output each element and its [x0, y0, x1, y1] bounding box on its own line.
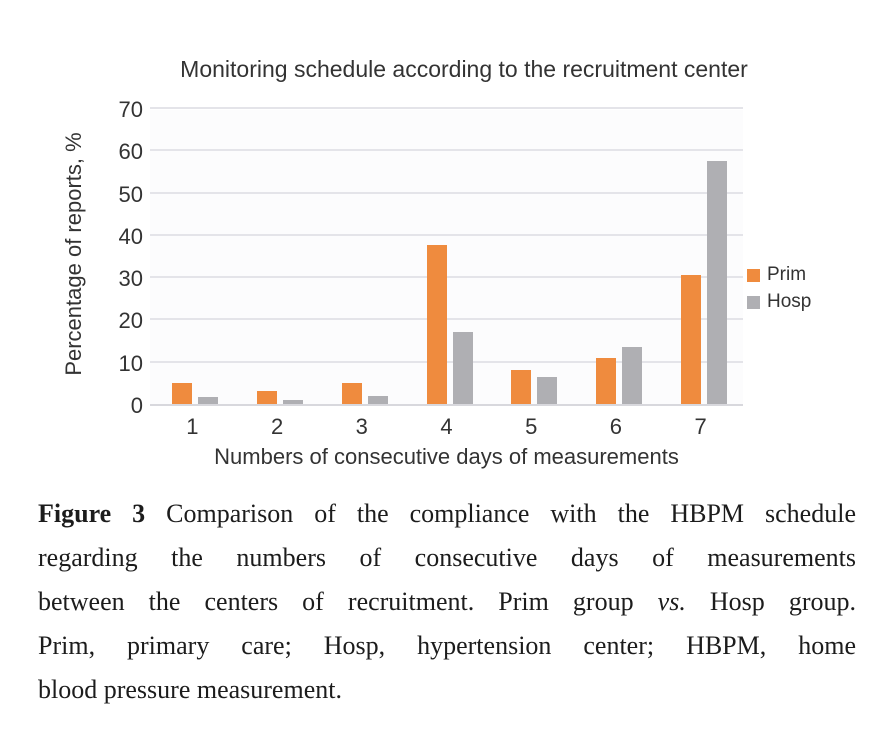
- y-axis-label: Percentage of reports, %: [61, 132, 86, 376]
- x-tick-6: 6: [609, 414, 623, 439]
- caption-line: [38, 492, 856, 536]
- figure-caption: [38, 492, 856, 712]
- x-tick-3: 3: [355, 414, 368, 439]
- x-tick-1: 1: [186, 414, 199, 439]
- x-tick-7: 7: [694, 414, 707, 439]
- caption-text: blood pressure measurement.: [38, 675, 342, 704]
- chart-title: Monitoring schedule according to the recruitment center: [180, 56, 748, 82]
- y-tick-50: 50: [118, 181, 143, 207]
- x-axis-title: Numbers of consecutive days of measurements: [214, 444, 679, 469]
- x-tick-5: 5: [525, 414, 538, 439]
- caption-text: between the centers of recruitment. Prim group: [38, 587, 658, 616]
- y-tick-10: 10: [118, 350, 143, 376]
- figure-label: Figure 3: [38, 499, 146, 528]
- legend-label-hosp: Hosp: [767, 291, 812, 312]
- legend-swatch-prim: [747, 269, 760, 282]
- caption-line: [38, 580, 856, 624]
- y-tick-20: 20: [118, 308, 143, 334]
- y-tick-40: 40: [118, 223, 143, 249]
- caption-line: [38, 668, 856, 712]
- caption-text: Hosp group.: [685, 587, 857, 616]
- caption-text: Comparison of the compliance with the HBPM schedule: [145, 499, 856, 528]
- legend: [747, 266, 811, 320]
- y-tick-30: 30: [118, 266, 143, 292]
- y-tick-0: 0: [130, 393, 143, 418]
- caption-text: Prim, primary care; Hosp, hypertension center; HBPM, home: [38, 631, 856, 660]
- legend-item-hosp: [747, 293, 811, 311]
- x-tick-4: 4: [440, 414, 453, 439]
- caption-text: regarding the numbers of consecutive days of measurements: [38, 543, 856, 572]
- y-tick-70: 70: [118, 97, 143, 122]
- legend-item-prim: [747, 266, 811, 284]
- caption-line: [38, 624, 856, 668]
- legend-label-prim: Prim: [767, 264, 807, 285]
- caption-line: [38, 536, 856, 580]
- x-tick-2: 2: [270, 414, 284, 439]
- caption-vs: vs.: [657, 587, 686, 616]
- y-tick-60: 60: [118, 139, 143, 165]
- legend-swatch-hosp: [747, 296, 760, 309]
